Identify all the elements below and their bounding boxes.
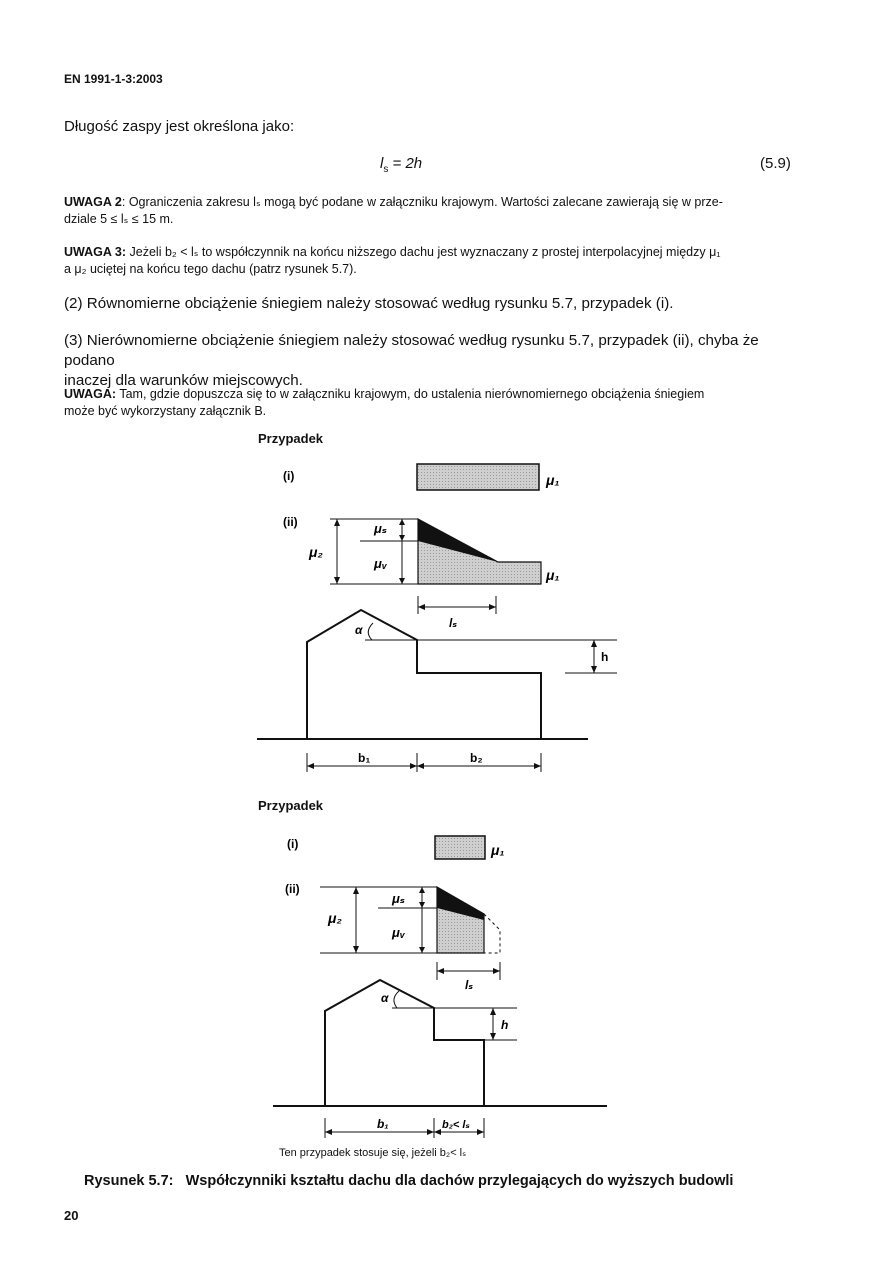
- arrowhead: [353, 887, 359, 894]
- arrowhead: [419, 887, 425, 893]
- arrowhead: [334, 519, 340, 526]
- paragraph-3-line2: inaczej dla warunków miejscowych.: [64, 372, 303, 389]
- figure1-case-i: (i): [283, 469, 295, 483]
- note-2-line2: dziale 5 ≤ lₛ ≤ 15 m.: [64, 212, 174, 226]
- arrowhead: [477, 1129, 484, 1135]
- formula-lhs: l: [380, 155, 384, 172]
- figure1-h: h: [601, 650, 609, 664]
- figure2-h: h: [501, 1018, 509, 1032]
- figure2-truncated-drift: [484, 914, 500, 953]
- figure1-building: [307, 610, 541, 738]
- arrowhead: [399, 519, 405, 525]
- figure1-alpha: α: [355, 623, 363, 637]
- arrowhead: [419, 902, 425, 908]
- page-number: 20: [64, 1208, 79, 1223]
- figure2-muw: μᵥ: [392, 925, 406, 940]
- figure1-mu1-ii: μ₁: [546, 567, 560, 583]
- figure1-mus: μₛ: [374, 521, 387, 536]
- figure2-mu2: μ₂: [328, 910, 342, 926]
- arrowhead: [434, 1129, 441, 1135]
- figure2-title: Przypadek: [258, 798, 324, 813]
- arrowhead: [591, 666, 597, 673]
- figure2-mu1-i: μ₁: [491, 842, 505, 858]
- figure1-title: Przypadek: [258, 431, 324, 446]
- arrowhead: [417, 763, 424, 769]
- arrowhead: [418, 604, 425, 610]
- figure1-case-i-load: [417, 464, 539, 490]
- figure2-alpha: α: [381, 991, 389, 1005]
- note-2-label: UWAGA 2: [64, 195, 122, 209]
- figure2-ls: lₛ: [465, 978, 473, 992]
- arrowhead: [410, 763, 417, 769]
- figure1-alpha-arc: [368, 623, 373, 640]
- note-general-line2: może być wykorzystany załącznik B.: [64, 404, 267, 418]
- arrowhead: [399, 578, 405, 584]
- figure1-muw: μᵥ: [374, 556, 388, 571]
- note-3-line1: Jeżeli b₂ < lₛ to współczynnik na końcu niższego dachu jest wyznaczany z prostej interpolacyjnej między μ₁: [126, 245, 721, 259]
- figure2-mus: μₛ: [392, 891, 405, 906]
- figure1-mu2: μ₂: [309, 544, 323, 560]
- note-general-line1: Tam, gdzie dopuszcza się to w załączniku krajowym, do ustalenia nierównomiernego obciążenia śniegiem: [116, 387, 705, 401]
- figure2-building: [325, 980, 484, 1105]
- arrowhead: [490, 1008, 496, 1015]
- figure2-applies-note: Ten przypadek stosuje się, jeżeli b₂< lₛ: [279, 1147, 467, 1159]
- formula-lhs-sub: s: [383, 164, 389, 175]
- figure-caption: [84, 1173, 733, 1189]
- document-id: EN 1991-1-3:2003: [64, 72, 163, 86]
- arrowhead: [399, 535, 405, 541]
- arrowhead: [307, 763, 314, 769]
- note-3-line2: a μ₂ uciętej na końcu tego dachu (patrz rysunek 5.7).: [64, 262, 357, 276]
- figure2-case-i: (i): [287, 837, 299, 851]
- figure-caption-text: Współczynniki kształtu dachu dla dachów przylegających do wyższych budowli: [185, 1173, 734, 1189]
- equation-number: (5.9): [760, 155, 791, 172]
- arrowhead: [437, 968, 444, 974]
- arrowhead: [334, 577, 340, 584]
- note-2-line1: : Ograniczenia zakresu lₛ mogą być podane w załączniku krajowym. Wartości zalecane zawierają się w prze-: [121, 195, 723, 209]
- figure1-case-ii: (ii): [283, 515, 298, 529]
- figure2-alpha-arc: [394, 991, 399, 1008]
- arrowhead: [419, 947, 425, 953]
- note-3-label: UWAGA 3:: [64, 245, 127, 259]
- arrowhead: [427, 1129, 434, 1135]
- figure2-b1: b₁: [377, 1117, 389, 1131]
- arrowhead: [489, 604, 496, 610]
- note-general-label: UWAGA:: [64, 387, 117, 401]
- figure2-case-ii: (ii): [285, 882, 300, 896]
- intro-text: Długość zaspy jest określona jako:: [64, 118, 295, 135]
- figure1-ls: lₛ: [449, 616, 457, 630]
- arrowhead: [493, 968, 500, 974]
- figure1-b1: b₁: [358, 751, 371, 765]
- figure2-b2-cond: b₂< lₛ: [442, 1119, 470, 1131]
- arrowhead: [353, 946, 359, 953]
- figure1-mu1-i: μ₁: [546, 472, 560, 488]
- figure2-case-i-load: [435, 836, 485, 859]
- arrowhead: [490, 1033, 496, 1040]
- formula-rhs: = 2h: [388, 155, 423, 172]
- figure1-b2: b₂: [470, 751, 483, 765]
- arrowhead: [325, 1129, 332, 1135]
- arrowhead: [534, 763, 541, 769]
- figure-caption-label: Rysunek 5.7:: [84, 1173, 174, 1189]
- paragraph-2: (2) Równomierne obciążenie śniegiem należy stosować według rysunku 5.7, przypadek (i).: [64, 295, 674, 312]
- figure1-drift-load: [418, 519, 541, 584]
- arrowhead: [591, 640, 597, 647]
- paragraph-3-line1: (3) Nierównomierne obciążenie śniegiem należy stosować według rysunku 5.7, przypadek (ii), chyba że podano: [64, 332, 759, 369]
